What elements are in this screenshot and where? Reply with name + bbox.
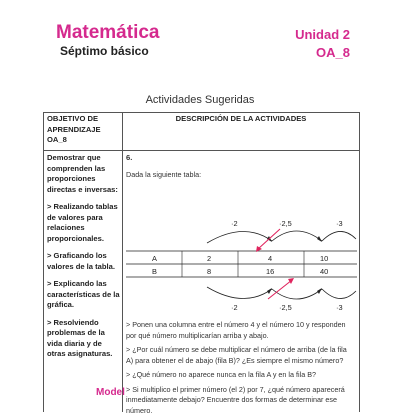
- objective-column: [47, 153, 121, 367]
- bottom-arrowhead-2: [317, 288, 322, 294]
- description-header: DESCRIPCIÓN DE LA ACTIVIDADES: [175, 114, 307, 123]
- table-cell: 4: [268, 254, 273, 263]
- table-cell: B: [152, 267, 157, 276]
- top-arc-3: [322, 231, 356, 241]
- question-item: > ¿Por cuál número se debe multiplicar el número de arriba (de la fila A) para obtener el de abajo (fila B)? ¿Es siempre el mismo número?: [126, 345, 347, 365]
- proportion-table-svg: [126, 217, 357, 311]
- table-cell: 8: [207, 267, 212, 276]
- objective-item: > Graficando los valores de la tabla.: [47, 251, 115, 271]
- objective-item: > Resolviendo problemas de la vida diaria y de otras asignaturas.: [47, 317, 113, 358]
- bottom-factor-label: ·2,5: [279, 303, 292, 312]
- top-arrowhead-2: [317, 236, 322, 242]
- bottom-arc-3: [322, 289, 356, 299]
- top-arc-2: [272, 231, 322, 241]
- activity-number: 6.: [126, 153, 133, 162]
- column-divider: [122, 113, 123, 412]
- table-cell: 2: [207, 254, 212, 263]
- activity-intro: Dada la siguiente tabla:: [126, 169, 202, 179]
- table-cell: A: [152, 254, 157, 263]
- section-title: Actividades Sugeridas: [145, 94, 255, 106]
- question-item: > ¿Qué número no aparece nunca en la fila A y en la fila B?: [126, 370, 316, 379]
- header-row-divider: [44, 150, 359, 151]
- table-cell: 10: [320, 254, 329, 263]
- objective-item: Demostrar que comprenden las proporciones directas e inversas:: [47, 153, 118, 194]
- objective-item: > Explicando las características de la gráfica.: [47, 279, 120, 309]
- activities-table: [43, 112, 360, 415]
- objective-item: > Realizando tablas de valores para relaciones proporcionales.: [47, 202, 118, 243]
- table-cell: 16: [266, 267, 275, 276]
- unit-label: Unidad 2: [295, 27, 350, 42]
- proportion-table-figure: [126, 217, 357, 311]
- bottom-factor-label: ·2: [231, 303, 238, 312]
- objective-header: OBJETIVO DE APRENDIZAJE OA_8: [47, 114, 101, 144]
- question-item: > Ponen una columna entre el número 4 y el número 10 y responden por qué número multiplicarían arriba y abajo.: [126, 320, 346, 340]
- bottom-arrowhead-1: [267, 288, 272, 294]
- question-item: > Si multiplico el primer número (el 2) por 7, ¿qué número aparecerá inmediatamente debajo? Encuentre dos formas de determinar ese número.: [126, 384, 345, 415]
- page-subtitle: Séptimo básico: [60, 44, 149, 58]
- oa-label: OA_8: [316, 45, 350, 60]
- page-title: Matemática: [56, 22, 160, 43]
- bottom-factor-label: ·3: [336, 303, 343, 312]
- top-factor-label: ·2: [231, 219, 238, 228]
- highlight-arrow-top: [258, 229, 280, 249]
- questions-list: [126, 320, 353, 420]
- table-cell: 40: [320, 267, 329, 276]
- top-arc-1: [207, 231, 272, 243]
- footer-label: Model: [96, 387, 125, 398]
- top-factor-label: ·3: [336, 219, 343, 228]
- bottom-arc-1: [207, 287, 272, 299]
- top-factor-label: ·2,5: [279, 219, 292, 228]
- description-column: [126, 153, 353, 415]
